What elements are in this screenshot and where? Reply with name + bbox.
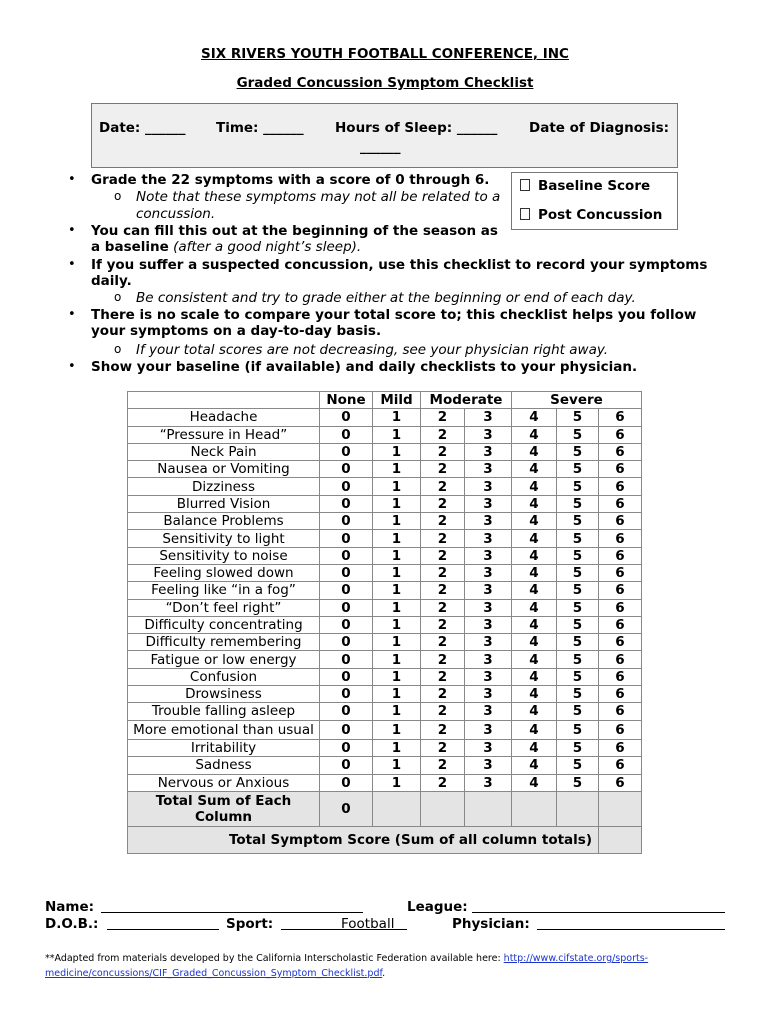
score-cell[interactable]: 4	[512, 686, 557, 703]
score-cell[interactable]: 4	[512, 757, 557, 774]
score-cell[interactable]: 5	[557, 616, 599, 633]
score-cell[interactable]: 0	[320, 703, 373, 720]
symptom-name: Headache	[128, 409, 320, 426]
league-label: League:	[407, 899, 468, 915]
source-note-end: .	[382, 968, 386, 979]
score-cell[interactable]: 6	[599, 443, 642, 460]
score-cell[interactable]: 3	[465, 478, 512, 495]
score-cell[interactable]: 4	[512, 564, 557, 581]
score-cell[interactable]: 2	[421, 599, 465, 616]
symptom-name: Blurred Vision	[128, 495, 320, 512]
score-cell[interactable]: 6	[599, 564, 642, 581]
score-cell[interactable]: 0	[320, 634, 373, 651]
score-cell[interactable]: 1	[373, 582, 421, 599]
score-cell[interactable]: 5	[557, 774, 599, 791]
score-cell[interactable]: 4	[512, 478, 557, 495]
total-cell[interactable]	[373, 791, 421, 826]
total-cell[interactable]	[512, 791, 557, 826]
score-cell[interactable]: 5	[557, 686, 599, 703]
score-cell[interactable]: 5	[557, 739, 599, 756]
score-cell[interactable]: 1	[373, 564, 421, 581]
score-cell[interactable]: 5	[557, 599, 599, 616]
score-cell[interactable]: 4	[512, 774, 557, 791]
score-cell[interactable]: 6	[599, 720, 642, 739]
score-cell[interactable]: 4	[512, 495, 557, 512]
bullet-icon: •	[68, 223, 76, 238]
symptom-name: Feeling like “in a fog”	[128, 582, 320, 599]
score-cell[interactable]: 1	[373, 478, 421, 495]
score-cell[interactable]: 0	[320, 668, 373, 685]
hours-sleep-field-cont[interactable]: ______	[360, 139, 401, 155]
form-title: Graded Concussion Symptom Checklist	[236, 75, 534, 91]
bullet-icon: •	[68, 307, 76, 322]
table-row	[128, 478, 642, 495]
score-cell[interactable]: 0	[320, 513, 373, 530]
symptom-table	[127, 391, 642, 854]
score-cell[interactable]: 5	[557, 443, 599, 460]
instruction-1-note: Note that these symptoms may not all be related to a	[136, 189, 501, 205]
score-cell[interactable]: 1	[373, 757, 421, 774]
org-title: SIX RIVERS YOUTH FOOTBALL CONFERENCE, INC	[201, 46, 569, 62]
symptom-name: Nervous or Anxious	[128, 774, 320, 791]
checkbox-icon[interactable]	[520, 179, 530, 191]
symptom-name: “Don’t feel right”	[128, 599, 320, 616]
table-row	[128, 443, 642, 460]
score-cell[interactable]: 5	[557, 426, 599, 443]
circle-bullet-icon: o	[114, 290, 122, 304]
circle-bullet-icon: o	[114, 342, 122, 356]
score-cell[interactable]: 0	[320, 547, 373, 564]
score-cell[interactable]: 1	[373, 703, 421, 720]
score-cell[interactable]: 1	[373, 634, 421, 651]
source-link-cont[interactable]: medicine/concussions/CIF_Graded_Concussion_Symptom_Checklist.pdf	[45, 968, 383, 979]
score-cell[interactable]: 6	[599, 547, 642, 564]
score-cell[interactable]: 2	[421, 668, 465, 685]
score-cell[interactable]: 5	[557, 547, 599, 564]
score-cell[interactable]: 2	[421, 530, 465, 547]
score-cell[interactable]: 0	[320, 426, 373, 443]
score-cell[interactable]: 3	[465, 443, 512, 460]
score-cell[interactable]: 5	[557, 651, 599, 668]
score-cell[interactable]: 1	[373, 409, 421, 426]
score-cell[interactable]: 0	[320, 495, 373, 512]
score-cell[interactable]: 5	[557, 634, 599, 651]
score-cell[interactable]: 3	[465, 757, 512, 774]
score-cell[interactable]: 3	[465, 651, 512, 668]
table-row	[128, 774, 642, 791]
bullet-icon: •	[68, 172, 76, 187]
score-cell[interactable]: 5	[557, 757, 599, 774]
table-row	[128, 564, 642, 581]
score-cell[interactable]: 5	[557, 668, 599, 685]
symptom-name: Dizziness	[128, 478, 320, 495]
score-cell[interactable]: 2	[421, 547, 465, 564]
score-cell[interactable]: 3	[465, 599, 512, 616]
score-cell[interactable]: 2	[421, 757, 465, 774]
total-cell[interactable]	[557, 791, 599, 826]
score-cell[interactable]: 4	[512, 720, 557, 739]
symptom-name: Sadness	[128, 757, 320, 774]
score-cell[interactable]: 2	[421, 443, 465, 460]
symptom-name: Trouble falling asleep	[128, 703, 320, 720]
table-row	[128, 668, 642, 685]
baseline-checkbox[interactable]	[520, 178, 650, 194]
score-cell[interactable]: 4	[512, 443, 557, 460]
score-cell[interactable]: 3	[465, 409, 512, 426]
score-cell[interactable]: 3	[465, 461, 512, 478]
symptom-name: Irritability	[128, 739, 320, 756]
score-cell[interactable]: 4	[512, 582, 557, 599]
score-cell[interactable]: 4	[512, 599, 557, 616]
score-cell[interactable]: 4	[512, 530, 557, 547]
table-row	[128, 409, 642, 426]
grand-total-label: Total Symptom Score (Sum of all column totals)	[128, 826, 599, 853]
score-cell[interactable]: 0	[320, 443, 373, 460]
score-cell[interactable]: 0	[320, 599, 373, 616]
symptom-name: Confusion	[128, 668, 320, 685]
score-cell[interactable]: 0	[320, 686, 373, 703]
score-cell[interactable]: 4	[512, 634, 557, 651]
bullet-icon: •	[68, 359, 76, 374]
score-cell[interactable]: 1	[373, 686, 421, 703]
symptom-name: “Pressure in Head”	[128, 426, 320, 443]
instruction-3-cont: daily.	[91, 273, 132, 289]
score-cell[interactable]: 2	[421, 720, 465, 739]
score-cell[interactable]: 0	[320, 478, 373, 495]
grand-total-row	[128, 826, 642, 853]
time-field[interactable]: Time: ______	[216, 120, 304, 136]
score-cell[interactable]: 6	[599, 703, 642, 720]
baseline-label: Baseline Score	[538, 178, 651, 194]
score-cell[interactable]: 6	[599, 616, 642, 633]
total-cell[interactable]	[599, 791, 642, 826]
score-cell[interactable]: 1	[373, 495, 421, 512]
table-row	[128, 426, 642, 443]
instruction-4-cont: your symptoms on a day-to-day basis.	[91, 323, 382, 339]
score-cell[interactable]: 2	[421, 739, 465, 756]
name-label: Name:	[45, 899, 95, 915]
score-cell[interactable]: 2	[421, 634, 465, 651]
score-cell[interactable]: 6	[599, 739, 642, 756]
symptom-name: Neck Pain	[128, 443, 320, 460]
symptom-name: Nausea or Vomiting	[128, 461, 320, 478]
physician-label: Physician:	[452, 916, 530, 932]
score-cell[interactable]: 3	[465, 426, 512, 443]
score-cell[interactable]: 2	[421, 703, 465, 720]
score-cell[interactable]: 1	[373, 547, 421, 564]
symptom-name: Difficulty concentrating	[128, 616, 320, 633]
score-cell[interactable]: 6	[599, 461, 642, 478]
baseline-note: (after a good night’s sleep).	[168, 239, 362, 255]
table-row	[128, 582, 642, 599]
score-cell[interactable]: 5	[557, 513, 599, 530]
score-cell[interactable]: 4	[512, 668, 557, 685]
score-cell[interactable]: 4	[512, 547, 557, 564]
circle-bullet-icon: o	[114, 189, 122, 203]
checkbox-icon[interactable]	[520, 208, 530, 220]
table-row	[128, 530, 642, 547]
score-cell[interactable]: 3	[465, 686, 512, 703]
sport-value[interactable]: Football	[341, 916, 395, 932]
score-cell[interactable]: 1	[373, 739, 421, 756]
post-concussion-label: Post Concussion	[538, 207, 663, 223]
instruction-3: If you suffer a suspected concussion, use this checklist to record your symptoms	[91, 257, 708, 273]
score-cell[interactable]: 1	[373, 513, 421, 530]
post-concussion-checkbox[interactable]	[520, 207, 662, 223]
score-cell[interactable]: 0	[320, 774, 373, 791]
score-cell[interactable]: 0	[320, 757, 373, 774]
score-cell[interactable]: 0	[320, 409, 373, 426]
score-cell[interactable]: 0	[320, 461, 373, 478]
score-cell[interactable]: 1	[373, 668, 421, 685]
table-row	[128, 513, 642, 530]
score-cell[interactable]: 2	[421, 616, 465, 633]
score-cell[interactable]: 5	[557, 461, 599, 478]
score-cell[interactable]: 1	[373, 774, 421, 791]
score-cell[interactable]: 1	[373, 530, 421, 547]
score-cell[interactable]: 6	[599, 426, 642, 443]
score-cell[interactable]: 3	[465, 774, 512, 791]
none-header: None	[320, 392, 373, 409]
instruction-4: There is no scale to compare your total score to; this checklist helps you follow	[91, 307, 697, 323]
score-cell[interactable]: 3	[465, 495, 512, 512]
instruction-1-note-cont: concussion.	[136, 206, 216, 222]
baseline-text: a baseline	[91, 239, 169, 255]
grand-total-cell[interactable]	[599, 826, 642, 853]
score-cell[interactable]: 3	[465, 513, 512, 530]
score-cell[interactable]: 3	[465, 530, 512, 547]
score-cell[interactable]: 2	[421, 409, 465, 426]
instruction-3-note: Be consistent and try to grade either at the beginning or end of each day.	[136, 290, 636, 306]
score-cell[interactable]: 3	[465, 582, 512, 599]
score-cell[interactable]: 1	[373, 599, 421, 616]
score-cell[interactable]: 4	[512, 616, 557, 633]
score-cell[interactable]: 5	[557, 495, 599, 512]
instruction-4-note: If your total scores are not decreasing, see your physician right away.	[136, 342, 609, 358]
score-type-panel	[511, 172, 678, 230]
score-cell[interactable]: 6	[599, 495, 642, 512]
score-cell[interactable]: 0	[320, 564, 373, 581]
score-cell[interactable]: 5	[557, 703, 599, 720]
score-cell[interactable]: 6	[599, 582, 642, 599]
score-cell[interactable]: 3	[465, 703, 512, 720]
score-cell[interactable]: 6	[599, 478, 642, 495]
score-cell[interactable]: 6	[599, 530, 642, 547]
instruction-2-cont	[91, 239, 361, 256]
score-cell[interactable]: 1	[373, 651, 421, 668]
table-row	[128, 599, 642, 616]
score-cell[interactable]: 3	[465, 668, 512, 685]
score-cell[interactable]: 3	[465, 547, 512, 564]
total-row-label: Total Sum of Each Column	[128, 791, 320, 826]
score-cell[interactable]: 4	[512, 426, 557, 443]
score-cell[interactable]: 5	[557, 478, 599, 495]
table-row	[128, 547, 642, 564]
symptom-name: Fatigue or low energy	[128, 651, 320, 668]
table-row	[128, 703, 642, 720]
instruction-1: Grade the 22 symptoms with a score of 0 through 6.	[91, 172, 490, 188]
score-cell[interactable]: 3	[465, 616, 512, 633]
score-cell[interactable]: 1	[373, 720, 421, 739]
score-cell[interactable]: 4	[512, 461, 557, 478]
score-cell[interactable]: 6	[599, 599, 642, 616]
score-cell[interactable]: 0	[320, 582, 373, 599]
symptom-name: Difficulty remembering	[128, 634, 320, 651]
score-cell[interactable]: 2	[421, 582, 465, 599]
moderate-header: Moderate	[421, 392, 512, 409]
table-row	[128, 616, 642, 633]
score-cell[interactable]: 1	[373, 443, 421, 460]
score-cell[interactable]: 0	[320, 739, 373, 756]
score-cell[interactable]: 2	[421, 478, 465, 495]
symptom-name: More emotional than usual	[128, 720, 320, 739]
score-cell[interactable]: 2	[421, 686, 465, 703]
table-row	[128, 757, 642, 774]
score-cell[interactable]: 2	[421, 564, 465, 581]
table-row	[128, 634, 642, 651]
score-cell[interactable]: 2	[421, 651, 465, 668]
table-row	[128, 720, 642, 739]
sport-label: Sport:	[226, 916, 274, 932]
score-cell[interactable]: 2	[421, 426, 465, 443]
info-box	[91, 103, 678, 168]
severe-header: Severe	[512, 392, 642, 409]
dob-field[interactable]	[107, 929, 219, 930]
score-cell[interactable]: 4	[512, 651, 557, 668]
score-cell[interactable]: 2	[421, 461, 465, 478]
total-none-cell[interactable]: 0	[320, 791, 373, 826]
symptom-name: Sensitivity to light	[128, 530, 320, 547]
score-cell[interactable]: 6	[599, 774, 642, 791]
score-cell[interactable]: 0	[320, 530, 373, 547]
source-note-text: **Adapted from materials developed by the California Interscholastic Federation available here:	[45, 953, 504, 964]
symptom-name: Balance Problems	[128, 513, 320, 530]
physician-field[interactable]	[537, 929, 725, 930]
mild-header: Mild	[373, 392, 421, 409]
score-cell[interactable]: 2	[421, 513, 465, 530]
date-field[interactable]: Date: ______	[99, 120, 186, 136]
score-cell[interactable]: 5	[557, 530, 599, 547]
symptom-name: Feeling slowed down	[128, 564, 320, 581]
total-cell[interactable]	[465, 791, 512, 826]
name-field[interactable]	[101, 912, 363, 913]
dob-label: D.O.B.:	[45, 916, 99, 932]
league-field[interactable]	[472, 912, 725, 913]
score-cell[interactable]: 3	[465, 739, 512, 756]
score-cell[interactable]: 2	[421, 495, 465, 512]
total-row	[128, 791, 642, 826]
table-row	[128, 651, 642, 668]
table-header-row	[128, 392, 642, 409]
source-note	[45, 951, 695, 981]
score-cell[interactable]: 4	[512, 739, 557, 756]
score-cell[interactable]: 1	[373, 461, 421, 478]
score-cell[interactable]: 4	[512, 703, 557, 720]
table-row	[128, 495, 642, 512]
score-cell[interactable]: 3	[465, 720, 512, 739]
score-cell[interactable]: 2	[421, 774, 465, 791]
instruction-2: You can fill this out at the beginning of the season as	[91, 223, 498, 239]
table-row	[128, 461, 642, 478]
table-row	[128, 739, 642, 756]
score-cell[interactable]: 3	[465, 564, 512, 581]
symptom-name: Sensitivity to noise	[128, 547, 320, 564]
score-cell[interactable]: 5	[557, 582, 599, 599]
symptom-name: Drowsiness	[128, 686, 320, 703]
score-cell[interactable]: 3	[465, 634, 512, 651]
score-cell[interactable]: 6	[599, 651, 642, 668]
score-cell[interactable]: 1	[373, 426, 421, 443]
hours-sleep-field[interactable]: Hours of Sleep: ______	[335, 120, 498, 136]
instruction-5: Show your baseline (if available) and daily checklists to your physician.	[91, 359, 638, 375]
total-cell[interactable]	[421, 791, 465, 826]
diagnosis-date-field[interactable]: Date of Diagnosis:	[529, 120, 670, 136]
table-row	[128, 686, 642, 703]
score-cell[interactable]: 6	[599, 634, 642, 651]
score-cell[interactable]: 5	[557, 409, 599, 426]
score-cell[interactable]: 4	[512, 513, 557, 530]
score-cell[interactable]: 6	[599, 513, 642, 530]
score-cell[interactable]: 1	[373, 616, 421, 633]
bullet-icon: •	[68, 257, 76, 272]
score-cell[interactable]: 6	[599, 757, 642, 774]
score-cell[interactable]: 5	[557, 720, 599, 739]
source-link[interactable]: http://www.cifstate.org/sports-	[503, 953, 649, 964]
score-cell[interactable]: 6	[599, 409, 642, 426]
score-cell[interactable]: 0	[320, 720, 373, 739]
score-cell[interactable]: 0	[320, 651, 373, 668]
score-cell[interactable]: 5	[557, 564, 599, 581]
score-cell[interactable]: 0	[320, 616, 373, 633]
score-cell[interactable]: 6	[599, 686, 642, 703]
score-cell[interactable]: 6	[599, 668, 642, 685]
score-cell[interactable]: 4	[512, 409, 557, 426]
